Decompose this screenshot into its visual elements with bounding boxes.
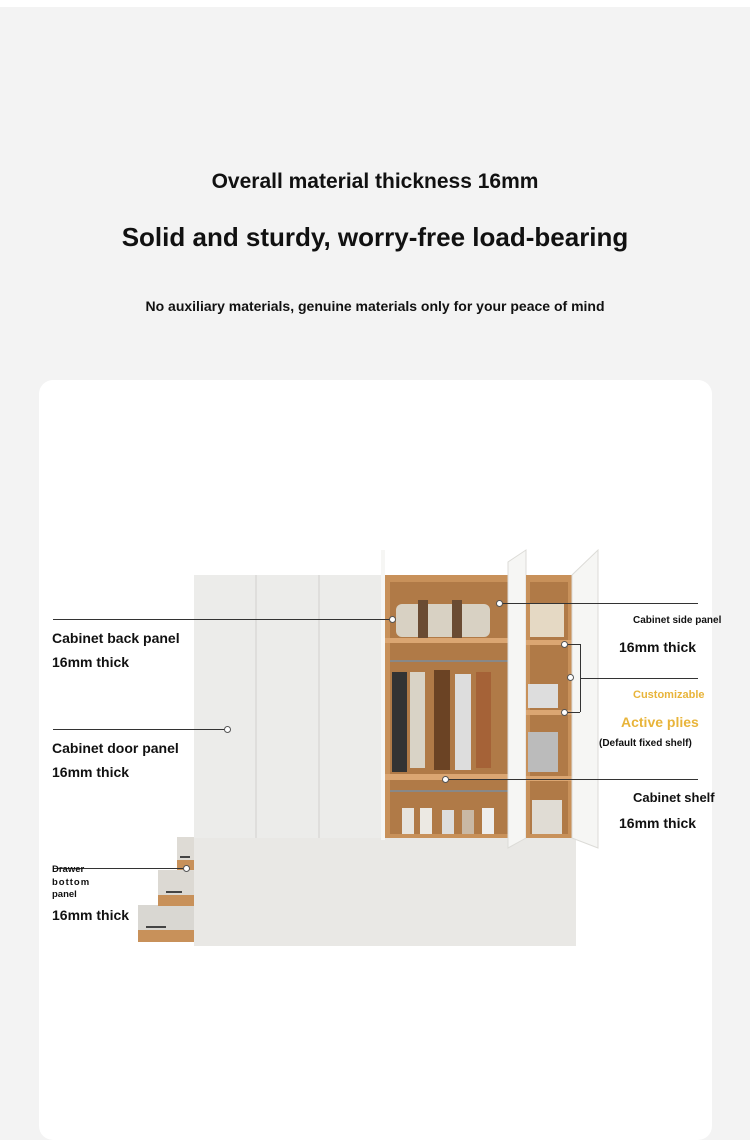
shelf-marker: [442, 776, 449, 783]
active-plies-label: Active plies: [621, 714, 699, 730]
side-panel-label: Cabinet side panel: [633, 615, 722, 626]
plies-marker-bottom: [561, 709, 568, 716]
drawer-label-line1: Drawer: [52, 864, 85, 875]
back-panel-leader: [53, 619, 393, 620]
door-panel-marker: [224, 726, 231, 733]
default-shelf-note: (Default fixed shelf): [599, 738, 692, 749]
subtitle: No auxiliary materials, genuine materials only for your peace of mind: [145, 298, 605, 314]
drawer-label-line2: bottom: [52, 877, 91, 888]
open-cabinet: [385, 550, 526, 848]
back-panel-thickness: 16mm thick: [52, 654, 130, 670]
shelf-label: Cabinet shelf: [633, 790, 715, 805]
drawer-steps: [138, 837, 194, 942]
door-panel-leader: [53, 729, 227, 730]
plies-marker-top: [561, 641, 568, 648]
customizable-tag: Customizable: [633, 689, 705, 701]
page-title: Overall material thickness 16mm: [211, 170, 539, 193]
drawer-thickness: 16mm thick: [52, 907, 130, 923]
back-panel-label: Cabinet back panel: [52, 630, 180, 646]
plies-leader: [580, 678, 698, 679]
side-panel-thickness: 16mm thick: [619, 639, 697, 655]
bed-base: [194, 838, 576, 946]
closed-doors: [194, 550, 385, 840]
door-panel-label: Cabinet door panel: [52, 740, 179, 756]
drawer-marker: [183, 865, 190, 872]
headline: Solid and sturdy, worry-free load-bearing: [121, 222, 629, 252]
shelf-leader: [446, 779, 698, 780]
shelf-thickness: 16mm thick: [619, 815, 697, 831]
plies-marker-mid: [567, 674, 574, 681]
side-panel-marker: [496, 600, 503, 607]
drawer-label-line3: panel: [52, 889, 77, 900]
right-cabinet: [526, 550, 598, 848]
door-panel-thickness: 16mm thick: [52, 764, 130, 780]
side-panel-leader: [500, 603, 698, 604]
back-panel-marker: [389, 616, 396, 623]
